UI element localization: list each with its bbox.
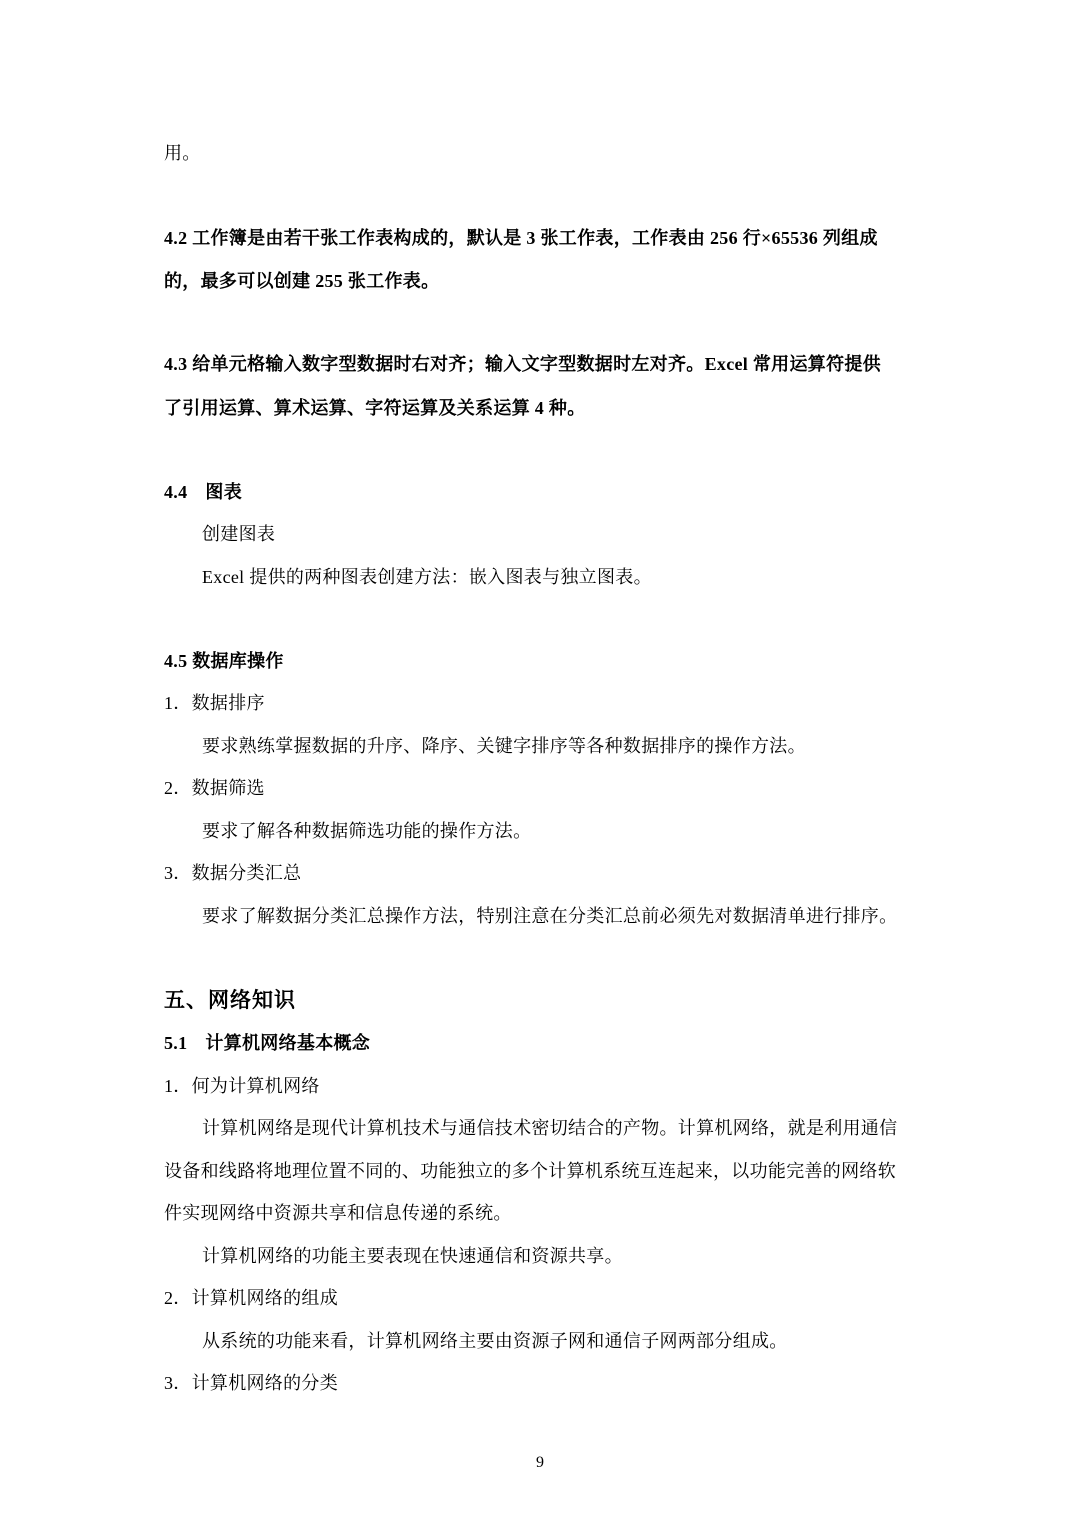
list-item: 2．数据筛选 [164,778,265,798]
section-4-5-heading: 4.5 数据库操作 [164,651,284,671]
paragraph-line: 件实现网络中资源共享和信息传递的系统。 [164,1203,512,1223]
section-title: 计算机网络基本概念 [205,1033,371,1053]
section-4-2-line-1: 4.2 工作簿是由若干张工作表构成的，默认是 3 张工作表，工作表由 256 行×65536 列组成 [164,228,878,248]
paragraph-line: 计算机网络是现代计算机技术与通信技术密切结合的产物。计算机网络，就是利用通信 [202,1118,898,1138]
page-number: 9 [536,1454,544,1471]
section-number: 4.4 [164,482,188,502]
paragraph-line: 从系统的功能来看，计算机网络主要由资源子网和通信子网两部分组成。 [202,1331,788,1351]
paragraph-line: 用。 [164,143,201,163]
list-item: 1．数据排序 [164,693,265,713]
paragraph-line: Excel 提供的两种图表创建方法：嵌入图表与独立图表。 [202,567,652,587]
paragraph-line: 计算机网络的功能主要表现在快速通信和资源共享。 [202,1246,623,1266]
section-4-3-line-2: 了引用运算、算术运算、字符运算及关系运算 4 种。 [164,398,586,418]
section-4-3-line-1: 4.3 给单元格输入数字型数据时右对齐；输入文字型数据时左对齐。Excel 常用运算符提供 [164,354,881,374]
list-item: 3．计算机网络的分类 [164,1373,338,1393]
paragraph-line: 要求熟练掌握数据的升序、降序、关键字排序等各种数据排序的操作方法。 [202,736,806,756]
section-number: 5.1 [164,1033,188,1053]
paragraph-line: 要求了解各种数据筛选功能的操作方法。 [202,821,532,841]
section-4-4-heading [164,479,242,505]
list-item: 1．何为计算机网络 [164,1076,320,1096]
section-4-2-line-2: 的，最多可以创建 255 张工作表。 [164,271,440,291]
paragraph-line: 设备和线路将地理位置不同的、功能独立的多个计算机系统互连起来，以功能完善的网络软 [164,1161,896,1181]
list-item: 2．计算机网络的组成 [164,1288,338,1308]
section-5-1-heading [164,1030,370,1056]
section-title: 图表 [205,482,243,502]
chapter-heading: 五、网络知识 [164,988,296,1012]
list-item: 3．数据分类汇总 [164,863,302,883]
paragraph-line: 要求了解数据分类汇总操作方法，特别注意在分类汇总前必须先对数据清单进行排序。 [202,906,898,926]
subheading: 创建图表 [202,524,276,544]
